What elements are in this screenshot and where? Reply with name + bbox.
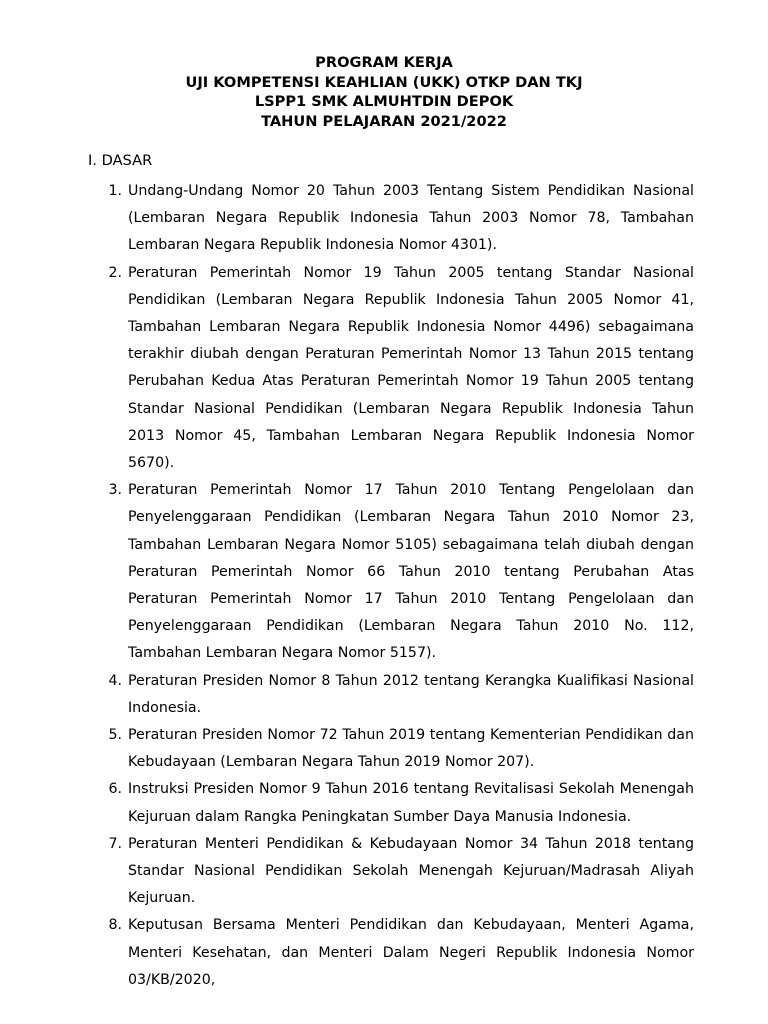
- section-heading: I. DASAR: [88, 152, 153, 169]
- list-item-text: Instruksi Presiden Nomor 9 Tahun 2016 tentang Revitalisasi Sekolah Menengah Kejuruan dalam Rangka Peningkatan Sumber Daya Manusia Indonesia.: [128, 781, 694, 825]
- title-line-ukk: UJI KOMPETENSI KEAHLIAN (UKK) OTKP DAN TKJ: [185, 73, 583, 91]
- list-item-number: 7.: [108, 835, 122, 852]
- title-line-institution: LSPP1 SMK ALMUHTDIN DEPOK: [254, 93, 514, 110]
- list-item-number: 3.: [108, 482, 122, 499]
- list-item: [92, 178, 694, 260]
- list-item-number: 1.: [108, 183, 122, 199]
- list-item-text: Peraturan Pemerintah Nomor 19 Tahun 2005 tentang Standar Nasional Pendidikan (Lembaran Negara Republik Indonesia Tahun 2005 Nomor 41, Tambahan Lembaran Negara Republik Indonesia Nomor 4496) sebagaimana terakhir diubah dengan Peraturan Pemerintah Nomor 13 Tahun 2015 tentang Perubahan Kedua Atas Peraturan Pemerintah Nomor 19 Tahun 2005 tentang Standar Nasional Pendidikan (Lembaran Negara Republik Indonesia Tahun 2013 Nomor 45, Tambahan Lembaran Negara Republik Indonesia Nomor 5670).: [128, 264, 694, 472]
- list-item-text: Peraturan Presiden Nomor 72 Tahun 2019 tentang Kementerian Pendidikan dan Kebudayaan (Lembaran Negara Tahun 2019 Nomor 207).: [128, 727, 694, 771]
- list-item: [92, 477, 694, 667]
- list-item: [92, 776, 694, 830]
- title-line-program: PROGRAM KERJA: [315, 54, 453, 71]
- list-item-number: 2.: [108, 264, 122, 281]
- list-item-text: Undang-Undang Nomor 20 Tahun 2003 Tentang Sistem Pendidikan Nasional (Lembaran Negara Republik Indonesia Tahun 2003 Nomor 78, Tambahan Lembaran Negara Republik Indonesia Nomor 4301).: [128, 183, 694, 254]
- title-line-academic-year: TAHUN PELAJARAN 2021/2022: [261, 112, 507, 130]
- list-item-text: Peraturan Presiden Nomor 8 Tahun 2012 tentang Kerangka Kualifikasi Nasional Indonesia.: [128, 672, 694, 716]
- list-item-text: Peraturan Menteri Pendidikan & Kebudayaan Nomor 34 Tahun 2018 tentang Standar Nasional Pendidikan Sekolah Menengah Kejuruan/Madrasah Aliyah Kejuruan.: [128, 835, 694, 907]
- legal-basis-list: [92, 178, 694, 994]
- list-item-number: 4.: [108, 672, 122, 689]
- list-item: [92, 260, 694, 478]
- list-item-number: 8.: [108, 917, 122, 934]
- list-item-text: Peraturan Pemerintah Nomor 17 Tahun 2010 Tentang Pengelolaan dan Penyelenggaraan Pendidikan (Lembaran Negara Tahun 2010 Nomor 23, Tambahan Lembaran Negara Nomor 5105) sebagaimana telah diubah dengan Peraturan Pemerintah Nomor 66 Tahun 2010 tentang Perubahan Atas Peraturan Pemerintah Nomor 17 Tahun 2010 Tentang Pengelolaan dan Penyelenggaraan Pendidikan (Lembaran Negara Tahun 2010 No. 112, Tambahan Lembaran Negara Nomor 5157).: [128, 482, 694, 662]
- list-item: [92, 668, 694, 722]
- document-title: [0, 53, 768, 131]
- list-item: [92, 912, 694, 994]
- list-item-number: 5.: [108, 727, 122, 744]
- list-item: [92, 831, 694, 913]
- list-item-text: Keputusan Bersama Menteri Pendidikan dan Kebudayaan, Menteri Agama, Menteri Kesehatan, dan Menteri Dalam Negeri Republik Indonesia Nomor 03/KB/2020,: [128, 917, 694, 988]
- list-item: [92, 722, 694, 776]
- list-item-number: 6.: [108, 781, 122, 798]
